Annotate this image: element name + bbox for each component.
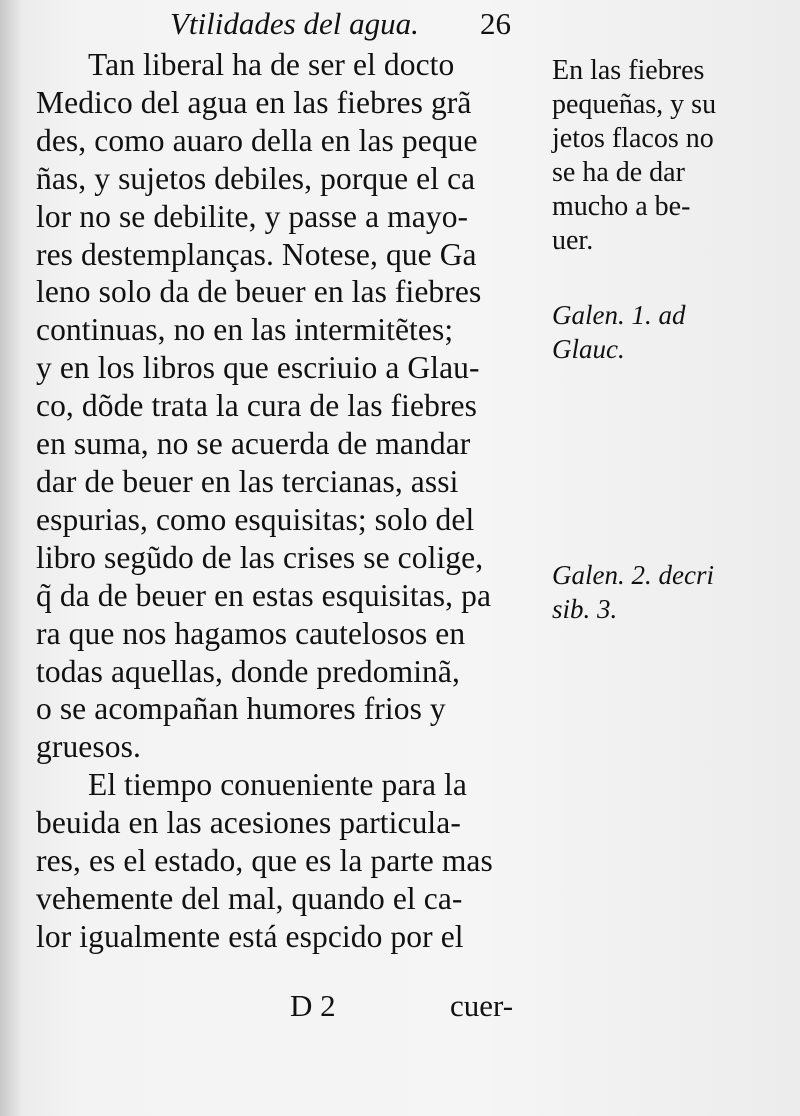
- text-line: lor igualmente está espcido por el: [36, 918, 464, 954]
- text-line: res, es el estado, que es la parte mas: [36, 843, 493, 879]
- text-line: co, dõde trata la cura de las fiebres: [36, 388, 477, 424]
- citation-line: Glauc.: [552, 334, 625, 364]
- text-line: des, como auaro della en las peque: [36, 122, 478, 158]
- text-line: beuida en las acesiones particula-: [36, 805, 461, 841]
- margin-note: [552, 54, 792, 258]
- text-line: libro segũdo de las crises se colige,: [36, 539, 484, 575]
- text-line: Medico del agua en las fiebres grã: [36, 84, 472, 120]
- text-line: ñas, y sujetos debiles, porque el ca: [36, 160, 476, 196]
- text-line: lor no se debilite, y passe a mayo-: [36, 198, 469, 234]
- signature-mark: D 2: [290, 988, 336, 1023]
- margin-note-line: En las fiebres: [552, 55, 705, 86]
- text-line: en suma, no se acuerda de mandar: [36, 426, 471, 462]
- spine-shadow: [0, 0, 22, 1116]
- text-line: continuas, no en las intermitẽtes;: [36, 312, 454, 348]
- text-line: ra que nos hagamos cautelosos en: [36, 615, 466, 651]
- text-line: Tan liberal ha de ser el docto: [88, 47, 455, 82]
- main-text-block: [36, 46, 556, 956]
- text-line: espurias, como esquisitas; solo del: [36, 501, 475, 537]
- citation-line: Galen. 2. decri: [552, 560, 714, 590]
- margin-note-line: jetos flacos no: [552, 123, 714, 154]
- margin-note-line: mucho a be-: [552, 191, 691, 222]
- citation-line: Galen. 1. ad: [552, 300, 686, 330]
- text-line: q̃ da de beuer en estas esquisitas, pa: [36, 577, 492, 613]
- citation-line: sib. 3.: [552, 594, 618, 624]
- catchword: cuer-: [450, 988, 514, 1023]
- margin-citation-galen-decrisib: [552, 558, 792, 626]
- margin-note-line: uer.: [552, 225, 594, 256]
- show-through-bleed: [40, 1022, 740, 1054]
- text-line: res destemplanças. Notese, que Ga: [36, 236, 477, 272]
- margin-note-line: se ha de dar: [552, 157, 685, 188]
- text-line: gruesos.: [36, 729, 141, 765]
- margin-citation-galen-ad-glauc: [552, 298, 792, 366]
- text-line: vehemente del mal, quando el ca-: [36, 880, 463, 916]
- text-line: todas aquellas, donde predominã,: [36, 653, 460, 689]
- text-line: o se acompañan humores frios y: [36, 691, 446, 727]
- running-title: Vtilidades del agua.: [170, 6, 419, 41]
- margin-note-line: pequeñas, y su: [552, 89, 717, 120]
- text-line: El tiempo conueniente para la: [88, 767, 467, 803]
- text-line: dar de beuer en las tercianas, assi: [36, 463, 459, 499]
- page-number: 26: [480, 6, 511, 41]
- page-header: [170, 6, 550, 46]
- text-line: y en los libros que escriuio a Glau-: [36, 350, 480, 386]
- text-line: leno solo da de beuer en las fiebres: [36, 274, 482, 310]
